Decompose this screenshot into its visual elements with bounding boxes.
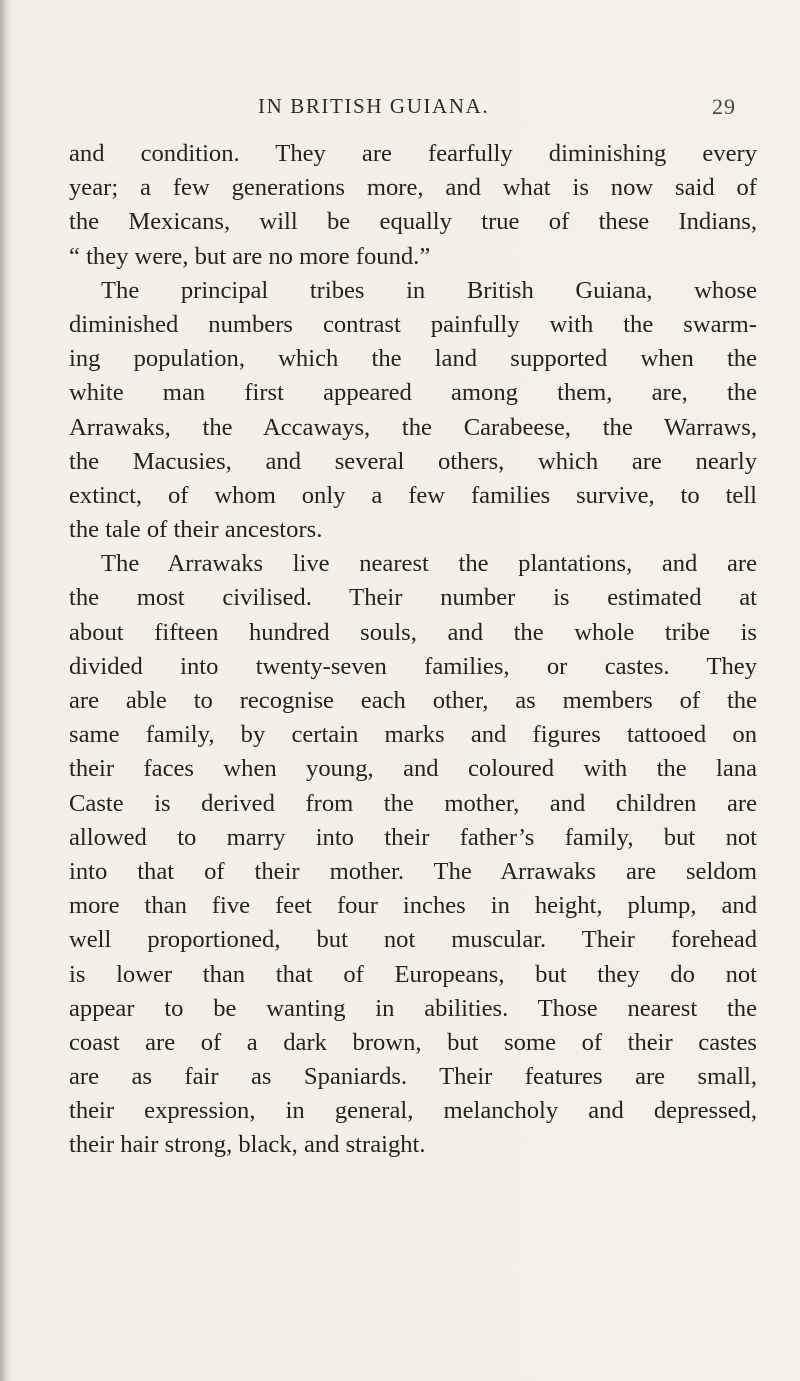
text-line: allowed to marry into their father’s family, but not (69, 823, 757, 851)
text-line: is lower than that of Europeans, but they do not (69, 960, 757, 988)
text-line: into that of their mother. The Arrawaks are seldom (69, 857, 757, 885)
text-line: Arrawaks, the Accaways, the Carabeese, the Warraws, (69, 413, 757, 441)
page-number: 29 (712, 94, 736, 119)
text-line: same family, by certain marks and figures tattooed on (69, 721, 757, 749)
text-line: and condition. They are fearfully diminishing every (69, 140, 757, 167)
text-line: appear to be wanting in abilities. Those nearest the (69, 994, 757, 1022)
paragraph-start-line: The principal tribes in British Guiana, whose (101, 276, 757, 304)
text-line: the tale of their ancestors. (69, 516, 323, 544)
text-line: are able to recognise each other, as members of the (69, 687, 757, 714)
text-line: the Macusies, and several others, which are nearly (69, 447, 757, 475)
text-line: extinct, of whom only a few families survive, to tell (69, 481, 757, 509)
text-line: ing population, which the land supported when the (69, 345, 757, 373)
text-line: the Mexicans, will be equally true of these Indians, (69, 208, 757, 236)
running-head (0, 94, 800, 124)
text-line: about fifteen hundred souls, and the whole tribe is (69, 618, 757, 646)
body-text (69, 137, 757, 1163)
text-line: the most civilised. Their number is estimated at (69, 584, 757, 612)
text-line: more than five feet four inches in height, plump, and (69, 892, 757, 920)
text-line: “ they were, but are no more found.” (69, 242, 431, 270)
text-line: divided into twenty-seven families, or castes. They (69, 652, 757, 680)
text-line: white man first appeared among them, are, the (69, 379, 757, 407)
text-line: their faces when young, and coloured with the lana (69, 755, 757, 783)
text-line: are as fair as Spaniards. Their features are small, (69, 1063, 757, 1091)
paragraph-start-line: The Arrawaks live nearest the plantations, and are (101, 550, 757, 578)
running-title: IN BRITISH GUIANA. (258, 94, 490, 118)
text-line: their hair strong, black, and straight. (69, 1131, 426, 1159)
gutter-shadow (0, 0, 10, 1381)
text-line: year; a few generations more, and what is now said of (69, 174, 757, 202)
text-line: well proportioned, but not muscular. Their forehead (69, 926, 757, 954)
text-line: coast are of a dark brown, but some of their castes (69, 1028, 757, 1056)
text-line: diminished numbers contrast painfully with the swarm- (69, 310, 757, 338)
text-line: Caste is derived from the mother, and children are (69, 789, 757, 817)
text-line: their expression, in general, melancholy and depressed, (69, 1097, 757, 1125)
